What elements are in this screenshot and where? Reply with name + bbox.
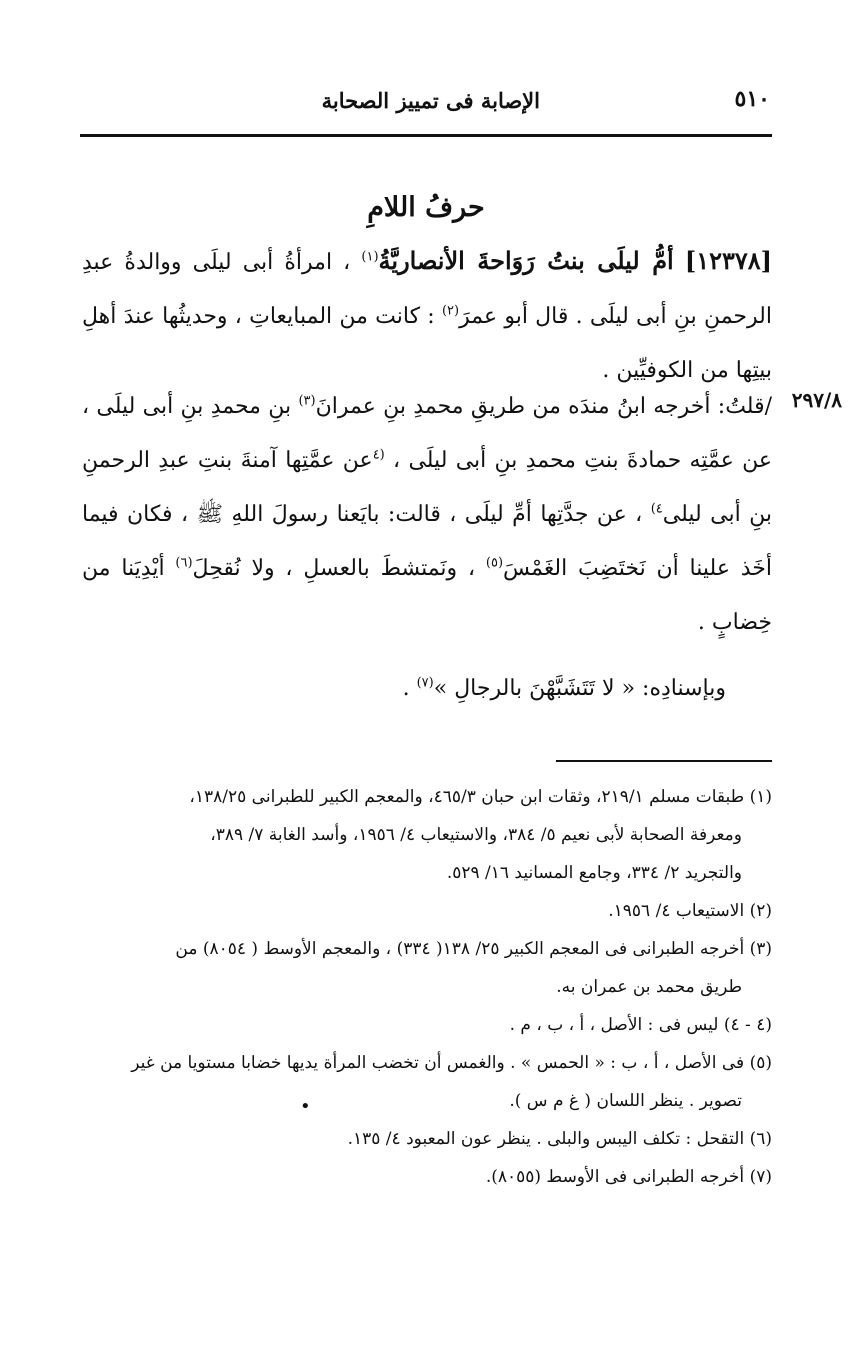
footnote-2 [82,892,772,930]
footnote-line: فى الأصل ، أ ، ب : « الحمس » . والغمس أن تخضب المرأة يديها خضابا مستويا من غير [131,1053,745,1073]
footnote-line: تصوير . ينظر اللسان ( غ م س ). [509,1091,742,1111]
running-title: الإصابة فى تمييز الصحابة [321,88,540,113]
footnote-ref-1: (١) [361,249,379,265]
note-text-5: ، ونَمتشطَ بالعسلِ ، ولا نُقحِلَ [192,556,476,581]
footnote-ref-5: (٥) [485,555,504,571]
footnote-3-cont [82,968,772,1006]
isnad-text: وبإسنادِه: « لا تَتَشَبَّهْنَ بالرجالِ » [433,676,726,701]
footnote-3 [82,930,772,968]
footnote-line: والتجريد ٢/ ٣٣٤، وجامع المسانيد ١٦/ ٥٢٩. [446,863,742,883]
note-text-6: أيْدِيَنا من خِضابٍ . [82,556,772,635]
footnote-ref-4-close: ٤) [650,501,663,517]
footnote-mark: (٧) [749,1167,772,1187]
footnote-mark: (٤ - ٤) [723,1015,772,1035]
footnote-1-cont [82,816,772,854]
footnote-line: ليس فى : الأصل ، أ ، ب ، م . [509,1015,719,1035]
footnotes-list [82,778,772,1196]
footnote-5 [82,1044,772,1082]
footnote-1-cont [82,854,772,892]
note-text-2: بنِ محمدِ بنِ أبى ليلَى ، عن عمَّتِه حمادةَ بنتِ محمدِ بنِ أبى ليلَى ، [82,394,772,473]
footnote-1 [82,778,772,816]
footnote-mark: (٦) [749,1129,772,1149]
header-rule [80,134,772,137]
footnote-ref-4-open: (٤ [372,447,385,463]
note-paragraph [82,380,772,650]
footnote-mark: (٢) [749,901,772,921]
footnote-line: أخرجه الطبرانى فى الأوسط (٨٠٥٥). [485,1167,745,1187]
footnote-line: أخرجه الطبرانى فى المعجم الكبير ٢٥/ ١٣٨( ٣٣٤) ، والمعجم الأوسط ( ٨٠٥٤) من [175,939,745,959]
footnote-ref-3: (٣) [298,393,316,409]
note-text-1: /قلتُ: أخرجه ابنُ مندَه من طريقِ محمدِ بنِ عمرانَ [315,394,773,419]
footnote-line: طبقات مسلم ٢١٩/١، وثقات ابن حبان ٤٦٥/٣، والمعجم الكبير للطبرانى ١٣٨/٢٥، [189,787,745,807]
footnote-line: طريق محمد بن عمران به. [556,977,742,997]
margin-reference: ٢٩٧/٨ [791,388,842,412]
entry-text-1: ، امرأةُ أبى ليلَى ووالدةُ عبدِ الرحمنِ بنِ أبى ليلَى . قال أبو عمرَ [82,250,772,329]
footnote-line: ومعرفة الصحابة لأبى نعيم ٥/ ٣٨٤، والاستيعاب ٤/ ١٩٥٦، وأسد الغابة ٧/ ٣٨٩، [210,825,742,845]
footnote-separator [556,760,772,762]
footnote-ref-2: (٢) [441,303,460,319]
footnote-line: التقحل : تكلف اليبس والبلى . ينظر عون المعبود ٤/ ١٣٥. [347,1129,745,1149]
footnote-6 [82,1120,772,1158]
footnote-4 [82,1006,772,1044]
footnote-line: الاستيعاب ٤/ ١٩٥٦. [608,901,745,921]
footnote-mark: (١) [749,787,772,807]
isnad-end: . [402,676,410,701]
footnote-mark: (٥) [749,1053,772,1073]
footnote-ref-7: (٧) [416,675,434,691]
entry-name: أمُّ ليلَى بنتُ رَوَاحةَ الأنصاريَّةُ [378,246,674,275]
footnote-7 [82,1158,772,1196]
page-number: ٥١٠ [734,86,770,112]
print-speck: • [300,1096,311,1117]
footnote-ref-6: (٦) [175,555,193,571]
running-header [82,86,770,126]
entry-paragraph [82,234,772,398]
entry-number: [١٢٣٧٨] [684,246,773,275]
isnad-line [86,662,726,716]
section-title: حرفُ اللامِ [367,192,485,223]
note-text-3: عن عمَّتِها آمنةَ بنتِ عبدِ الرحمنِ بنِ أبى ليلى [82,448,772,527]
footnote-5-cont [82,1082,772,1120]
footnote-mark: (٣) [749,939,772,959]
entry-text-2: : كانت من المبايعاتِ ، وحديثُها عندَ أهلِ بيتِها من الكوفيِّين . [82,304,772,383]
note-text-4: ، عن جدَّتِها أمِّ ليلَى ، قالت: بايَعنا رسولَ اللهِ ﷺ ، فكان فيما أخَذ علينا أن نَختَضِبَ الغَمْسَ [82,502,773,581]
